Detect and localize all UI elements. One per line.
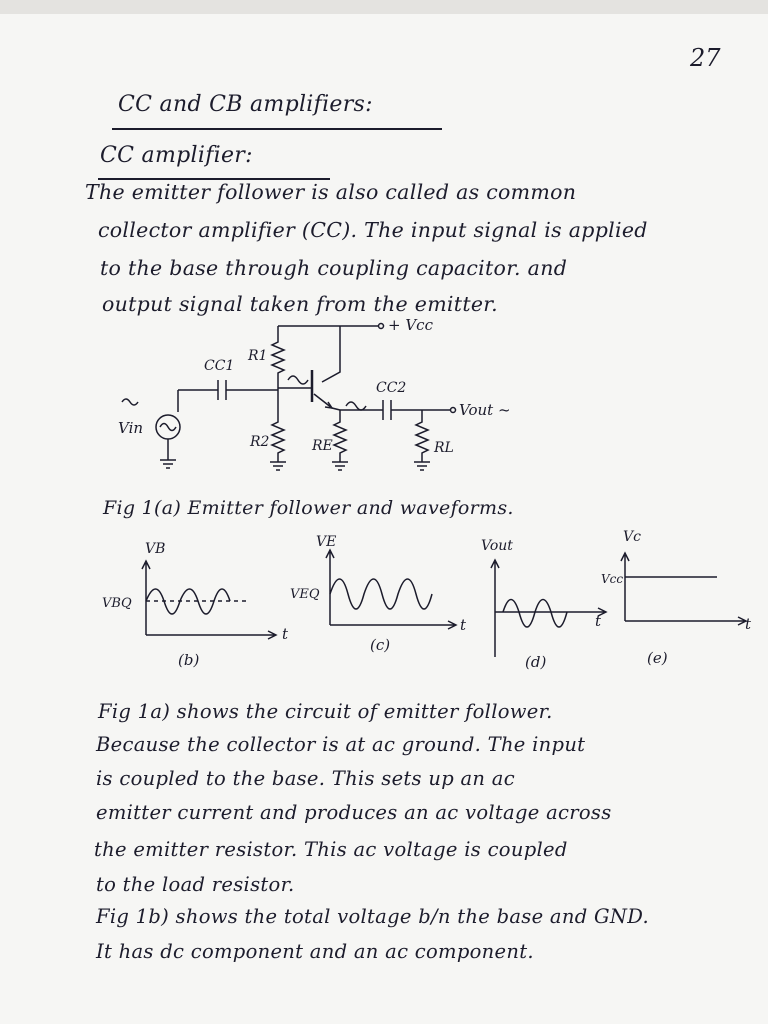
e-level-label: Vcc: [601, 572, 624, 586]
vout-terminal: [451, 408, 456, 413]
rl-ground: [414, 462, 430, 470]
waveform-c: [290, 530, 480, 660]
intro-line-1: The emitter follower is also called as common: [85, 180, 577, 204]
input-wave-mark: [122, 399, 138, 405]
vin-sine-symbol: [160, 424, 176, 431]
rl-label: RL: [434, 440, 454, 456]
d-t-label: t: [595, 612, 602, 630]
body-line-4: emitter current and produces an ac voltage across: [96, 801, 612, 824]
section-subtitle: CC amplifier:: [100, 143, 253, 168]
r2-label: R2: [250, 434, 270, 450]
body-line-2: Because the collector is at ac ground. The input: [96, 733, 586, 756]
body-line-8: It has dc component and an ac component.: [96, 940, 534, 963]
c-t-axis: [330, 621, 456, 629]
re-ground: [332, 462, 348, 470]
intro-line-2: collector amplifier (CC). The input signal is applied: [98, 218, 648, 242]
collector-wire: [322, 326, 340, 382]
body-line-6: to the load resistor.: [96, 873, 295, 896]
source-ground: [160, 460, 176, 468]
b-tag: (b): [178, 651, 200, 669]
body-line-7: Fig 1b) shows the total voltage b/n the base and GND.: [96, 905, 649, 928]
page-number: 27: [690, 44, 721, 72]
vout-label: Vout ~: [459, 401, 511, 419]
d-ylabel: Vout: [481, 538, 513, 554]
c-sine: [330, 579, 432, 609]
b-t-label: t: [282, 625, 289, 643]
section-title: CC and CB amplifiers:: [118, 92, 373, 117]
r1-label: R1: [248, 348, 268, 364]
cc2-label: CC2: [376, 380, 407, 396]
title-underline: [112, 128, 442, 130]
emitter-follower-circuit: [100, 310, 511, 490]
re-resistor: [334, 410, 346, 462]
re-label: RE: [312, 438, 333, 454]
r2-resistor: [272, 394, 284, 462]
c-t-label: t: [460, 616, 467, 634]
e-t-label: t: [745, 615, 752, 633]
base-wave-mark: [288, 376, 308, 384]
b-t-axis: [146, 631, 276, 639]
waveform-b: [100, 535, 300, 670]
intro-line-3: to the base through coupling capacitor. and: [100, 256, 568, 280]
d-y-axis: [491, 560, 499, 657]
r2-ground: [270, 462, 286, 470]
b-ylabel: VB: [145, 541, 166, 557]
figure-caption: Fig 1(a) Emitter follower and waveforms.: [103, 497, 514, 519]
body-line-3: is coupled to the base. This sets up an ac: [96, 767, 515, 790]
b-y-axis: [142, 561, 150, 635]
rl-resistor: [416, 410, 428, 462]
cc2-capacitor: [383, 400, 391, 420]
emitter-wave-mark: [346, 402, 366, 410]
body-line-1: Fig 1a) shows the circuit of emitter follower.: [98, 700, 553, 723]
d-sine: [503, 600, 567, 628]
e-y-axis: [621, 553, 629, 621]
e-tag: (e): [647, 649, 668, 667]
e-ylabel: Vc: [623, 529, 641, 545]
c-ylabel: VE: [316, 534, 337, 550]
cc1-label: CC1: [204, 358, 235, 374]
e-t-axis: [625, 617, 746, 625]
c-tag: (c): [370, 636, 391, 654]
page-top-edge: [0, 0, 768, 14]
intro-line-4: output signal taken from the emitter.: [102, 292, 498, 316]
c-level-label: VEQ: [290, 587, 320, 602]
r1-resistor: [272, 326, 284, 394]
b-level-label: VBQ: [102, 596, 132, 611]
vin-label: Vin: [118, 419, 144, 437]
d-tag: (d): [525, 653, 547, 671]
waveform-e: [595, 525, 765, 670]
vcc-terminal: [379, 324, 384, 329]
body-line-5: the emitter resistor. This ac voltage is coupled: [94, 838, 568, 861]
cc1-capacitor: [218, 380, 226, 400]
vcc-label: + Vcc: [388, 316, 433, 334]
